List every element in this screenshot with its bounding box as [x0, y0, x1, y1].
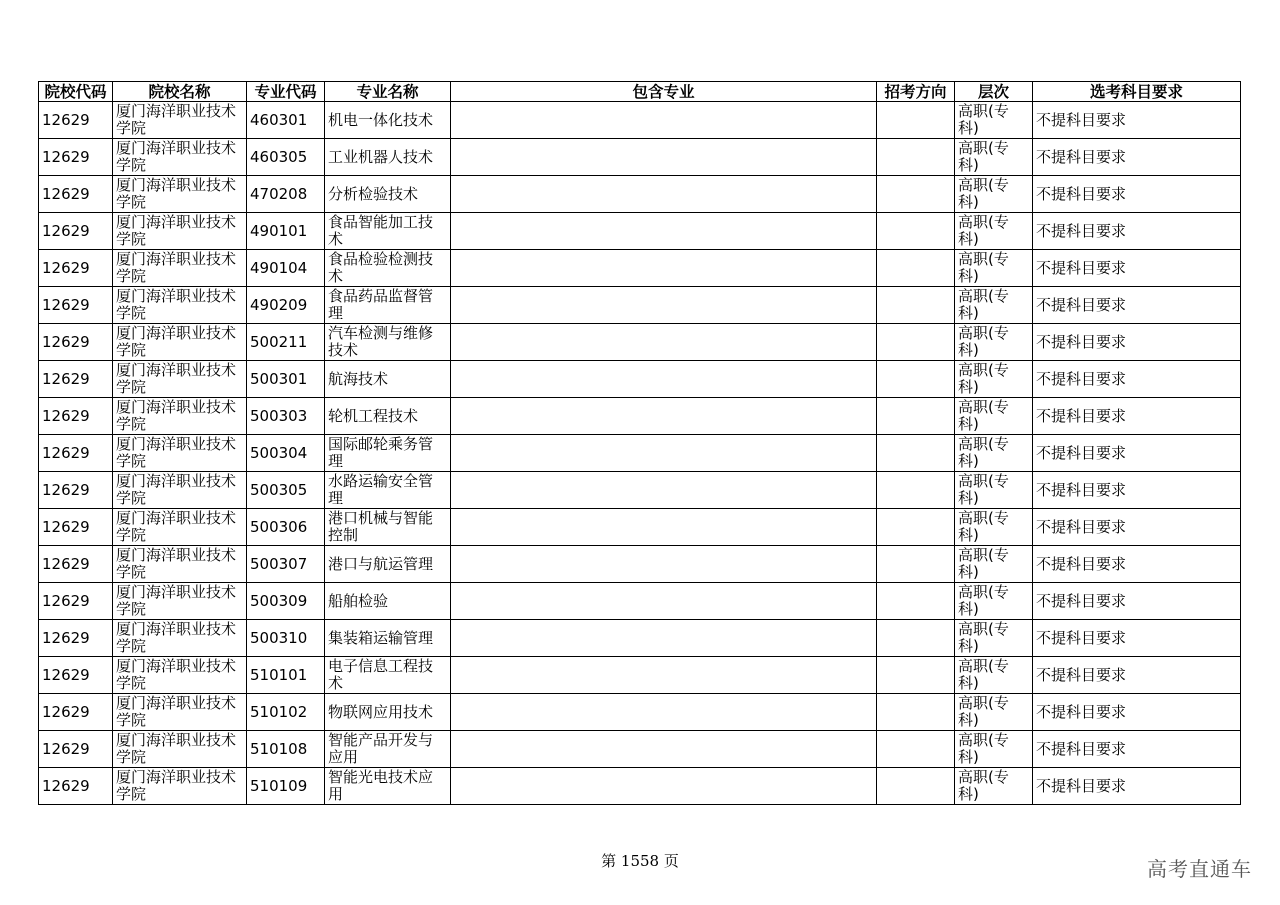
cell-includes [451, 694, 877, 731]
cell-school-name: 厦门海洋职业技术学院 [113, 472, 247, 509]
cell-school-code: 12629 [39, 768, 113, 805]
cell-level: 高职(专科) [955, 176, 1033, 213]
cell-requirement: 不提科目要求 [1033, 213, 1241, 250]
cell-major-name: 汽车检测与维修技术 [325, 324, 451, 361]
cell-level: 高职(专科) [955, 139, 1033, 176]
cell-major-code: 500303 [247, 398, 325, 435]
cell-level: 高职(专科) [955, 472, 1033, 509]
table-row [39, 139, 1241, 176]
table-row [39, 435, 1241, 472]
cell-includes [451, 731, 877, 768]
cell-level: 高职(专科) [955, 250, 1033, 287]
cell-requirement: 不提科目要求 [1033, 287, 1241, 324]
cell-school-name: 厦门海洋职业技术学院 [113, 546, 247, 583]
admissions-table [38, 81, 1241, 805]
cell-direction [877, 509, 955, 546]
cell-requirement: 不提科目要求 [1033, 176, 1241, 213]
cell-level: 高职(专科) [955, 657, 1033, 694]
table-row [39, 731, 1241, 768]
table-row [39, 361, 1241, 398]
cell-school-code: 12629 [39, 213, 113, 250]
cell-school-name: 厦门海洋职业技术学院 [113, 361, 247, 398]
cell-major-name: 物联网应用技术 [325, 694, 451, 731]
cell-major-name: 分析检验技术 [325, 176, 451, 213]
cell-school-name: 厦门海洋职业技术学院 [113, 657, 247, 694]
table-row [39, 768, 1241, 805]
cell-includes [451, 176, 877, 213]
cell-includes [451, 250, 877, 287]
cell-major-name: 国际邮轮乘务管理 [325, 435, 451, 472]
cell-requirement: 不提科目要求 [1033, 731, 1241, 768]
cell-level: 高职(专科) [955, 768, 1033, 805]
header-school-name: 院校名称 [113, 82, 247, 102]
cell-major-name: 集装箱运输管理 [325, 620, 451, 657]
cell-major-code: 460301 [247, 102, 325, 139]
cell-major-name: 港口与航运管理 [325, 546, 451, 583]
table-row [39, 694, 1241, 731]
cell-major-code: 510102 [247, 694, 325, 731]
cell-includes [451, 472, 877, 509]
cell-includes [451, 324, 877, 361]
header-major-name: 专业名称 [325, 82, 451, 102]
cell-major-name: 食品智能加工技术 [325, 213, 451, 250]
cell-requirement: 不提科目要求 [1033, 694, 1241, 731]
cell-school-name: 厦门海洋职业技术学院 [113, 213, 247, 250]
cell-major-name: 智能光电技术应用 [325, 768, 451, 805]
table-row [39, 546, 1241, 583]
table-row [39, 213, 1241, 250]
cell-direction [877, 250, 955, 287]
header-direction: 招考方向 [877, 82, 955, 102]
cell-direction [877, 139, 955, 176]
cell-major-name: 水路运输安全管理 [325, 472, 451, 509]
cell-major-code: 510108 [247, 731, 325, 768]
cell-includes [451, 768, 877, 805]
cell-major-code: 490101 [247, 213, 325, 250]
cell-major-code: 500310 [247, 620, 325, 657]
cell-school-name: 厦门海洋职业技术学院 [113, 287, 247, 324]
cell-direction [877, 102, 955, 139]
cell-direction [877, 768, 955, 805]
cell-direction [877, 361, 955, 398]
table-row [39, 620, 1241, 657]
table-row [39, 102, 1241, 139]
cell-includes [451, 139, 877, 176]
cell-level: 高职(专科) [955, 694, 1033, 731]
cell-school-name: 厦门海洋职业技术学院 [113, 694, 247, 731]
cell-major-code: 470208 [247, 176, 325, 213]
cell-school-code: 12629 [39, 398, 113, 435]
cell-major-name: 港口机械与智能控制 [325, 509, 451, 546]
cell-direction [877, 620, 955, 657]
cell-school-code: 12629 [39, 657, 113, 694]
cell-requirement: 不提科目要求 [1033, 398, 1241, 435]
cell-major-name: 电子信息工程技术 [325, 657, 451, 694]
cell-school-name: 厦门海洋职业技术学院 [113, 398, 247, 435]
cell-school-code: 12629 [39, 472, 113, 509]
cell-school-name: 厦门海洋职业技术学院 [113, 250, 247, 287]
cell-level: 高职(专科) [955, 583, 1033, 620]
cell-direction [877, 694, 955, 731]
header-major-code: 专业代码 [247, 82, 325, 102]
cell-major-code: 490209 [247, 287, 325, 324]
cell-direction [877, 435, 955, 472]
cell-school-code: 12629 [39, 250, 113, 287]
cell-major-name: 航海技术 [325, 361, 451, 398]
cell-level: 高职(专科) [955, 546, 1033, 583]
cell-school-name: 厦门海洋职业技术学院 [113, 102, 247, 139]
cell-school-name: 厦门海洋职业技术学院 [113, 583, 247, 620]
table-row [39, 509, 1241, 546]
cell-direction [877, 398, 955, 435]
cell-level: 高职(专科) [955, 287, 1033, 324]
cell-requirement: 不提科目要求 [1033, 583, 1241, 620]
header-includes: 包含专业 [451, 82, 877, 102]
cell-major-name: 船舶检验 [325, 583, 451, 620]
cell-includes [451, 435, 877, 472]
cell-school-code: 12629 [39, 546, 113, 583]
cell-major-name: 机电一体化技术 [325, 102, 451, 139]
cell-school-name: 厦门海洋职业技术学院 [113, 509, 247, 546]
cell-level: 高职(专科) [955, 398, 1033, 435]
cell-includes [451, 361, 877, 398]
cell-school-code: 12629 [39, 694, 113, 731]
cell-major-name: 智能产品开发与应用 [325, 731, 451, 768]
cell-requirement: 不提科目要求 [1033, 361, 1241, 398]
cell-includes [451, 287, 877, 324]
cell-level: 高职(专科) [955, 435, 1033, 472]
cell-school-name: 厦门海洋职业技术学院 [113, 768, 247, 805]
cell-school-code: 12629 [39, 176, 113, 213]
cell-major-code: 500304 [247, 435, 325, 472]
cell-major-code: 510101 [247, 657, 325, 694]
cell-major-code: 460305 [247, 139, 325, 176]
cell-school-code: 12629 [39, 731, 113, 768]
table-row [39, 398, 1241, 435]
cell-level: 高职(专科) [955, 620, 1033, 657]
cell-requirement: 不提科目要求 [1033, 768, 1241, 805]
header-school-code: 院校代码 [39, 82, 113, 102]
cell-major-code: 500305 [247, 472, 325, 509]
cell-direction [877, 324, 955, 361]
cell-school-name: 厦门海洋职业技术学院 [113, 620, 247, 657]
cell-school-code: 12629 [39, 102, 113, 139]
cell-level: 高职(专科) [955, 213, 1033, 250]
cell-includes [451, 398, 877, 435]
cell-requirement: 不提科目要求 [1033, 324, 1241, 361]
cell-school-code: 12629 [39, 324, 113, 361]
header-requirement: 选考科目要求 [1033, 82, 1241, 102]
cell-requirement: 不提科目要求 [1033, 139, 1241, 176]
cell-direction [877, 731, 955, 768]
cell-includes [451, 213, 877, 250]
cell-direction [877, 657, 955, 694]
table-row [39, 472, 1241, 509]
cell-major-code: 490104 [247, 250, 325, 287]
cell-direction [877, 287, 955, 324]
table-row [39, 583, 1241, 620]
cell-includes [451, 620, 877, 657]
cell-requirement: 不提科目要求 [1033, 620, 1241, 657]
cell-requirement: 不提科目要求 [1033, 435, 1241, 472]
cell-requirement: 不提科目要求 [1033, 472, 1241, 509]
cell-major-code: 500307 [247, 546, 325, 583]
cell-major-code: 500309 [247, 583, 325, 620]
cell-requirement: 不提科目要求 [1033, 546, 1241, 583]
table-row [39, 250, 1241, 287]
cell-major-code: 500211 [247, 324, 325, 361]
cell-requirement: 不提科目要求 [1033, 657, 1241, 694]
cell-requirement: 不提科目要求 [1033, 509, 1241, 546]
cell-school-code: 12629 [39, 509, 113, 546]
cell-school-name: 厦门海洋职业技术学院 [113, 435, 247, 472]
cell-direction [877, 213, 955, 250]
header-level: 层次 [955, 82, 1033, 102]
cell-level: 高职(专科) [955, 324, 1033, 361]
watermark-text: 高考直通车 [1147, 857, 1252, 881]
cell-school-code: 12629 [39, 583, 113, 620]
cell-school-name: 厦门海洋职业技术学院 [113, 139, 247, 176]
cell-school-code: 12629 [39, 435, 113, 472]
cell-level: 高职(专科) [955, 361, 1033, 398]
cell-school-name: 厦门海洋职业技术学院 [113, 176, 247, 213]
cell-major-code: 500306 [247, 509, 325, 546]
table-row [39, 287, 1241, 324]
cell-includes [451, 657, 877, 694]
table-row [39, 176, 1241, 213]
cell-school-code: 12629 [39, 620, 113, 657]
table-row [39, 657, 1241, 694]
cell-includes [451, 583, 877, 620]
cell-requirement: 不提科目要求 [1033, 250, 1241, 287]
cell-school-name: 厦门海洋职业技术学院 [113, 324, 247, 361]
table-row [39, 324, 1241, 361]
cell-major-code: 510109 [247, 768, 325, 805]
cell-direction [877, 546, 955, 583]
cell-direction [877, 472, 955, 509]
cell-level: 高职(专科) [955, 102, 1033, 139]
cell-major-name: 食品检验检测技术 [325, 250, 451, 287]
cell-major-name: 工业机器人技术 [325, 139, 451, 176]
cell-direction [877, 583, 955, 620]
cell-school-code: 12629 [39, 139, 113, 176]
table-body [39, 102, 1241, 805]
cell-school-name: 厦门海洋职业技术学院 [113, 731, 247, 768]
cell-includes [451, 509, 877, 546]
cell-school-code: 12629 [39, 361, 113, 398]
cell-includes [451, 102, 877, 139]
cell-major-name: 食品药品监督管理 [325, 287, 451, 324]
cell-school-code: 12629 [39, 287, 113, 324]
cell-includes [451, 546, 877, 583]
page-number: 第 1558 页 [601, 852, 679, 870]
table-header-row [39, 82, 1241, 102]
cell-level: 高职(专科) [955, 509, 1033, 546]
cell-requirement: 不提科目要求 [1033, 102, 1241, 139]
cell-level: 高职(专科) [955, 731, 1033, 768]
cell-direction [877, 176, 955, 213]
cell-major-name: 轮机工程技术 [325, 398, 451, 435]
cell-major-code: 500301 [247, 361, 325, 398]
